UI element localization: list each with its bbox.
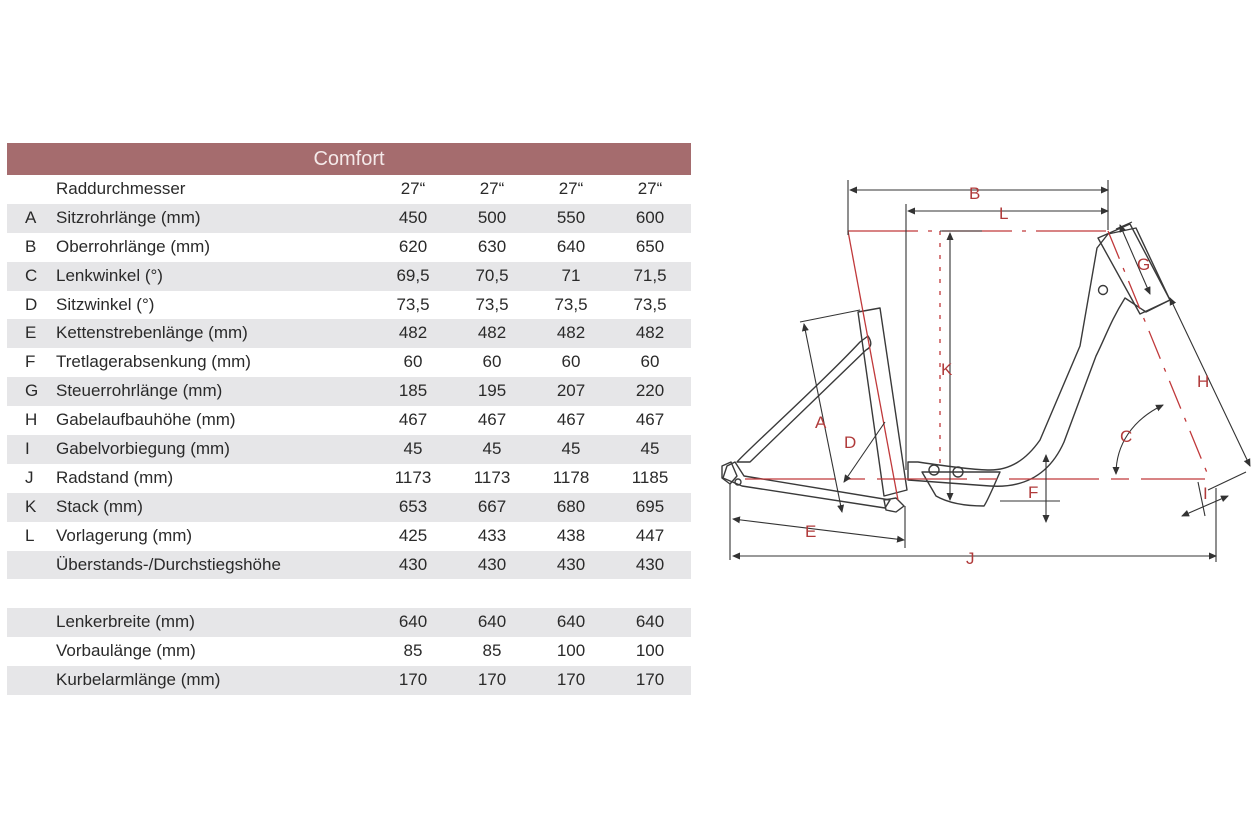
row-value: 467: [398, 410, 428, 430]
row-value: 60: [482, 352, 502, 372]
row-value: 170: [398, 670, 428, 690]
row-label: Lenkerbreite (mm): [56, 612, 195, 632]
table-row: [7, 522, 691, 551]
row-value: 100: [556, 641, 586, 661]
label-h: H: [1197, 372, 1210, 391]
header-value: 27“: [479, 179, 505, 198]
dimension-h: [1170, 298, 1250, 466]
table-row: [7, 348, 691, 377]
row-value: 70,5: [475, 265, 509, 285]
row-letter: L: [25, 525, 35, 545]
row-value: 550: [556, 207, 586, 227]
row-value: 695: [635, 496, 665, 516]
table-row: [7, 435, 691, 464]
header-value: 27“: [637, 179, 663, 198]
row-label: Stack (mm): [56, 496, 143, 516]
table-header-row: [7, 175, 691, 204]
label-b: B: [969, 184, 981, 203]
down-tube: [908, 228, 1170, 486]
table-row: [7, 291, 691, 320]
row-value: 482: [398, 323, 428, 343]
row-value: 100: [635, 641, 665, 661]
row-value: 1173: [394, 467, 432, 487]
row-letter: A: [25, 207, 37, 227]
table-row: [7, 637, 691, 666]
row-letter: J: [25, 467, 34, 487]
label-a: A: [815, 413, 827, 432]
row-value: 1178: [552, 467, 590, 487]
row-value: 430: [556, 554, 586, 574]
table-row: [7, 377, 691, 406]
row-value: 430: [477, 554, 507, 574]
cable-port: [1099, 286, 1108, 295]
row-letter: H: [25, 410, 38, 430]
row-value: 220: [635, 381, 665, 401]
row-value: 207: [556, 381, 586, 401]
row-value: 482: [477, 323, 507, 343]
header-label: Raddurchmesser: [56, 179, 186, 198]
row-value: 60: [561, 352, 581, 372]
row-value: 45: [640, 439, 660, 459]
row-value: 640: [635, 612, 665, 632]
row-value: 60: [640, 352, 660, 372]
geometry-table: [7, 143, 691, 695]
row-label: Vorbaulänge (mm): [56, 641, 196, 661]
frame-geometry-diagram: [700, 150, 1260, 580]
label-j: J: [966, 549, 975, 568]
table-row: [7, 204, 691, 233]
label-d: D: [844, 433, 857, 452]
row-value: 170: [635, 670, 665, 690]
dimension-labels: [805, 184, 1209, 568]
row-value: 467: [556, 410, 586, 430]
row-label: Sitzrohrlänge (mm): [56, 207, 201, 227]
row-letter: C: [25, 265, 38, 285]
bottom-bracket: [929, 465, 939, 475]
table-spacer: [7, 579, 691, 608]
row-value: 430: [635, 554, 665, 574]
row-value: 73,5: [633, 294, 667, 314]
row-label: Vorlagerung (mm): [56, 525, 193, 545]
label-g: G: [1137, 255, 1151, 274]
row-value: 640: [477, 612, 507, 632]
label-i: I: [1203, 484, 1208, 503]
row-value: 430: [398, 554, 428, 574]
row-value: 640: [556, 236, 586, 256]
row-letter: F: [25, 352, 36, 372]
motor-housing: [922, 472, 1000, 506]
chain-stay: [723, 462, 890, 508]
row-value: 438: [556, 525, 586, 545]
table-row: [7, 666, 691, 695]
row-value: 482: [556, 323, 586, 343]
row-value: 433: [477, 525, 507, 545]
row-value: 69,5: [396, 265, 430, 285]
dimension-lines: [730, 180, 1250, 562]
row-value: 170: [556, 670, 586, 690]
table-row: [7, 262, 691, 291]
head-tube: [1098, 224, 1170, 314]
row-value: 45: [482, 439, 502, 459]
dimension-d: [844, 422, 885, 482]
row-letter: G: [25, 381, 39, 401]
table-row: [7, 464, 691, 493]
row-value: 45: [403, 439, 423, 459]
row-value: 447: [635, 525, 665, 545]
row-label: Lenkwinkel (°): [56, 265, 163, 285]
row-value: 667: [477, 496, 507, 516]
row-value: 630: [477, 236, 507, 256]
label-c: C: [1120, 427, 1133, 446]
row-value: 640: [398, 612, 428, 632]
row-label: Gabelvorbiegung (mm): [56, 439, 230, 459]
table-row: [7, 608, 691, 637]
table-row: [7, 319, 691, 348]
row-value: 425: [398, 525, 428, 545]
row-value: 185: [398, 381, 428, 401]
row-value: 1173: [473, 467, 511, 487]
row-value: 195: [477, 381, 507, 401]
row-value: 73,5: [554, 294, 588, 314]
label-e: E: [805, 522, 817, 541]
label-f: F: [1028, 483, 1039, 502]
row-value: 60: [403, 352, 423, 372]
row-letter: K: [25, 496, 37, 516]
table-row: [7, 493, 691, 522]
row-value: 640: [556, 612, 586, 632]
row-label: Kettenstrebenlänge (mm): [56, 323, 248, 343]
dimension-e: [733, 519, 904, 540]
seat-tube-axis: [848, 231, 898, 500]
row-value: 500: [477, 207, 507, 227]
label-k: K: [941, 360, 953, 379]
row-value: 600: [635, 207, 665, 227]
table-title: Comfort: [7, 143, 691, 175]
row-value: 85: [482, 641, 502, 661]
row-value: 71: [561, 265, 581, 285]
row-label: Überstands-/Durchstiegshöhe: [56, 554, 281, 574]
row-value: 170: [477, 670, 507, 690]
seat-tube: [858, 308, 907, 496]
row-value: 85: [403, 641, 423, 661]
row-letter: D: [25, 294, 38, 314]
row-value: 73,5: [396, 294, 430, 314]
row-value: 1185: [631, 467, 669, 487]
row-value: 650: [635, 236, 665, 256]
row-value: 680: [556, 496, 586, 516]
row-label: Radstand (mm): [56, 467, 174, 487]
header-value: 27“: [558, 179, 584, 198]
row-value: 482: [635, 323, 665, 343]
row-label: Tretlagerabsenkung (mm): [56, 352, 251, 372]
header-value: 27“: [400, 179, 426, 198]
row-letter: I: [25, 439, 30, 459]
row-value: 467: [477, 410, 507, 430]
row-letter: B: [25, 236, 37, 256]
row-value: 653: [398, 496, 428, 516]
row-label: Steuerrohrlänge (mm): [56, 381, 223, 401]
row-label: Kurbelarmlänge (mm): [56, 670, 221, 690]
row-label: Sitzwinkel (°): [56, 294, 155, 314]
row-value: 71,5: [633, 265, 667, 285]
row-label: Oberrohrlänge (mm): [56, 236, 210, 256]
row-value: 73,5: [475, 294, 509, 314]
table-row: [7, 551, 691, 580]
row-value: 467: [635, 410, 665, 430]
row-letter: E: [25, 323, 37, 343]
table-row: [7, 233, 691, 262]
row-value: 45: [561, 439, 581, 459]
row-value: 450: [398, 207, 428, 227]
table-row: [7, 406, 691, 435]
label-l: L: [999, 204, 1009, 223]
row-label: Gabelaufbauhöhe (mm): [56, 410, 236, 430]
row-value: 620: [398, 236, 428, 256]
